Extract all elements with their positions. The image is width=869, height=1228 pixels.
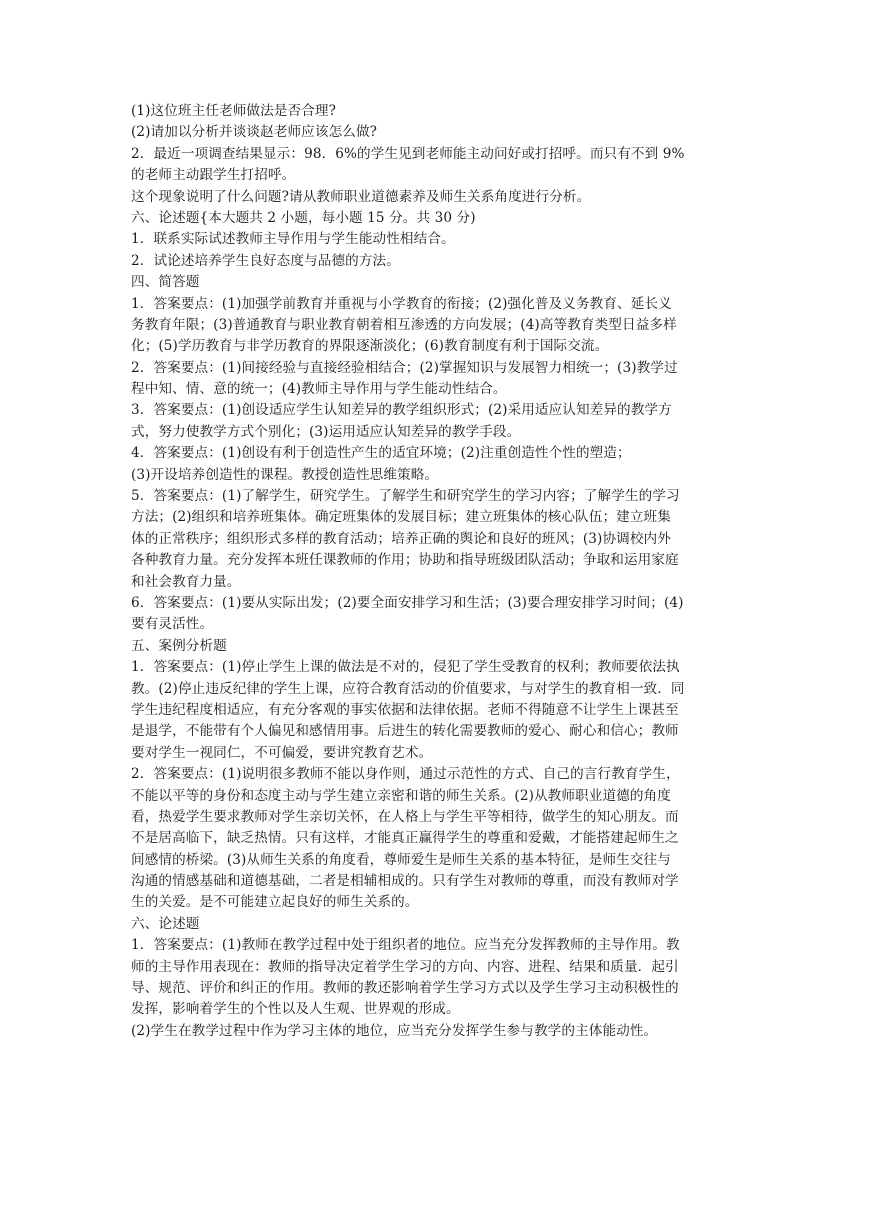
text-line: 1．答案要点：(1)加强学前教育并重视与小学教育的衔接；(2)强化普及义务教育、延长义 — [131, 295, 672, 312]
section-heading: 四、简答题 — [131, 274, 200, 291]
section-heading: 六、论述题{本大题共 2 小题，每小题 15 分。共 30 分) — [131, 209, 476, 226]
text-line: 不能以平等的身份和态度主动与学生建立亲密和谐的师生关系。(2)从教师职业道德的角度 — [131, 787, 671, 804]
text-line: 1．答案要点：(1)停止学生上课的做法是不对的，侵犯了学生受教育的权利；教师要依法执 — [131, 659, 680, 676]
text-line: 4．答案要点：(1)创设有利于创造性产生的适宜环境；(2)注重创造性个性的塑造； — [131, 445, 631, 462]
text-line: 的老师主动跟学生打招呼。 — [131, 167, 296, 184]
text-line: 2．试论述培养学生良好态度与品德的方法。 — [131, 252, 400, 269]
text-line: 1．答案要点：(1)教师在教学过程中处于组织者的地位。应当充分发挥教师的主导作用。教 — [131, 937, 680, 954]
section-heading: 五、案例分析题 — [131, 637, 227, 654]
text-line: 生的关爱。是不可能建立起良好的师生关系的。 — [131, 894, 419, 911]
text-line: 间感情的桥梁。(3)从师生关系的角度看，尊师爱生是师生关系的基本特征，是师生交往与 — [131, 851, 671, 868]
text-line: (2)请加以分析并谈谈赵老师应该怎么做? — [131, 124, 378, 141]
text-line: 不是居高临下，缺乏热情。只有这样，才能真正赢得学生的尊重和爱戴，才能搭建起师生之 — [131, 830, 679, 847]
text-line: 体的正常秩序；组织形式多样的教育活动；培养正确的舆论和良好的班风；(3)协调校内外 — [131, 530, 671, 547]
text-line: 沟通的情感基础和道德基础，二者是相辅相成的。只有学生对教师的尊重，而没有教师对学 — [131, 873, 679, 890]
text-line: 学生违纪程度相适应，有充分客观的事实依据和法律依据。老师不得随意不让学生上课甚至 — [131, 701, 679, 718]
text-line: 3．答案要点：(1)创设适应学生认知差异的教学组织形式；(2)采用适应认知差异的教学方 — [131, 402, 672, 419]
text-line: 师的主导作用表现在：教师的指导决定着学生学习的方向、内容、进程、结果和质量．起引 — [131, 958, 679, 975]
text-line: 化；(5)学历教育与非学历教育的界限逐渐淡化；(6)教育制度有利于国际交流。 — [131, 338, 609, 355]
text-line: 方法；(2)组织和培养班集体。确定班集体的发展目标；建立班集体的核心队伍；建立班集 — [131, 509, 671, 526]
text-line: 2．答案要点：(1)间接经验与直接经验相结合；(2)掌握知识与发展智力相统一；(3)教学过 — [131, 359, 678, 376]
text-line: 发挥，影响着学生的个性以及人生观、世界观的形成。 — [131, 1001, 460, 1018]
text-line: 式，努力使教学方式个别化；(3)运用适应认知差异的教学手段。 — [131, 423, 521, 440]
text-line: 看，热爱学生要求教师对学生亲切关怀，在人格上与学生平等相待，做学生的知心朋友。而 — [131, 808, 679, 825]
text-line: 是退学，不能带有个人偏见和感情用事。后进生的转化需要教师的爱心、耐心和信心；教师 — [131, 723, 679, 740]
text-line: 务教育年限；(3)普通教育与职业教育朝着相互渗透的方向发展；(4)高等教育类型日益多样 — [131, 316, 677, 333]
text-line: 要对学生一视同仁，不可偏爱，要讲究教育艺术。 — [131, 744, 433, 761]
text-line: 6．答案要点：(1)要从实际出发；(2)要全面安排学习和生活；(3)要合理安排学习时间；(4) — [131, 594, 684, 611]
text-line: (1)这位班主任老师做法是否合理? — [131, 103, 336, 119]
text-line: (2)学生在教学过程中作为学习主体的地位，应当充分发挥学生参与教学的主体能动性。 — [131, 1022, 658, 1039]
text-line: 程中知、情、意的统一；(4)教师主导作用与学生能动性结合。 — [131, 381, 507, 398]
text-line: 各种教育力量。充分发挥本班任课教师的作用；协助和指导班级团队活动；争取和运用家庭 — [131, 552, 679, 569]
text-line: 导、规范、评价和纠正的作用。教师的教还影响着学生学习方式以及学生学习主动积极性的 — [131, 980, 679, 997]
text-line: 要有灵活性。 — [131, 616, 214, 633]
text-line: (3)开设培养创造性的课程。教授创造性思维策略。 — [131, 466, 439, 483]
text-line: 1．联系实际试述教师主导作用与学生能动性相结合。 — [131, 231, 455, 248]
section-heading: 六、论述题 — [131, 915, 200, 932]
text-line: 这个现象说明了什么问题?请从教师职业道德素养及师生关系角度进行分析。 — [131, 188, 591, 205]
text-line: 和社会教育力量。 — [131, 573, 241, 590]
document-page — [131, 101, 741, 1042]
text-line: 教。(2)停止违反纪律的学生上课，应符合教育活动的价值要求，与对学生的教育相一致．同 — [131, 680, 685, 697]
text-line: 2．答案要点：(1)说明很多教师不能以身作则，通过示范性的方式、自己的言行教育学生， — [131, 766, 680, 783]
text-line: 2．最近一项调查结果显示：98．6%的学生见到老师能主动问好或打招呼。而只有不到 9% — [131, 145, 685, 162]
text-line: 5．答案要点：(1)了解学生，研究学生。了解学生和研究学生的学习内容；了解学生的学习 — [131, 488, 680, 505]
